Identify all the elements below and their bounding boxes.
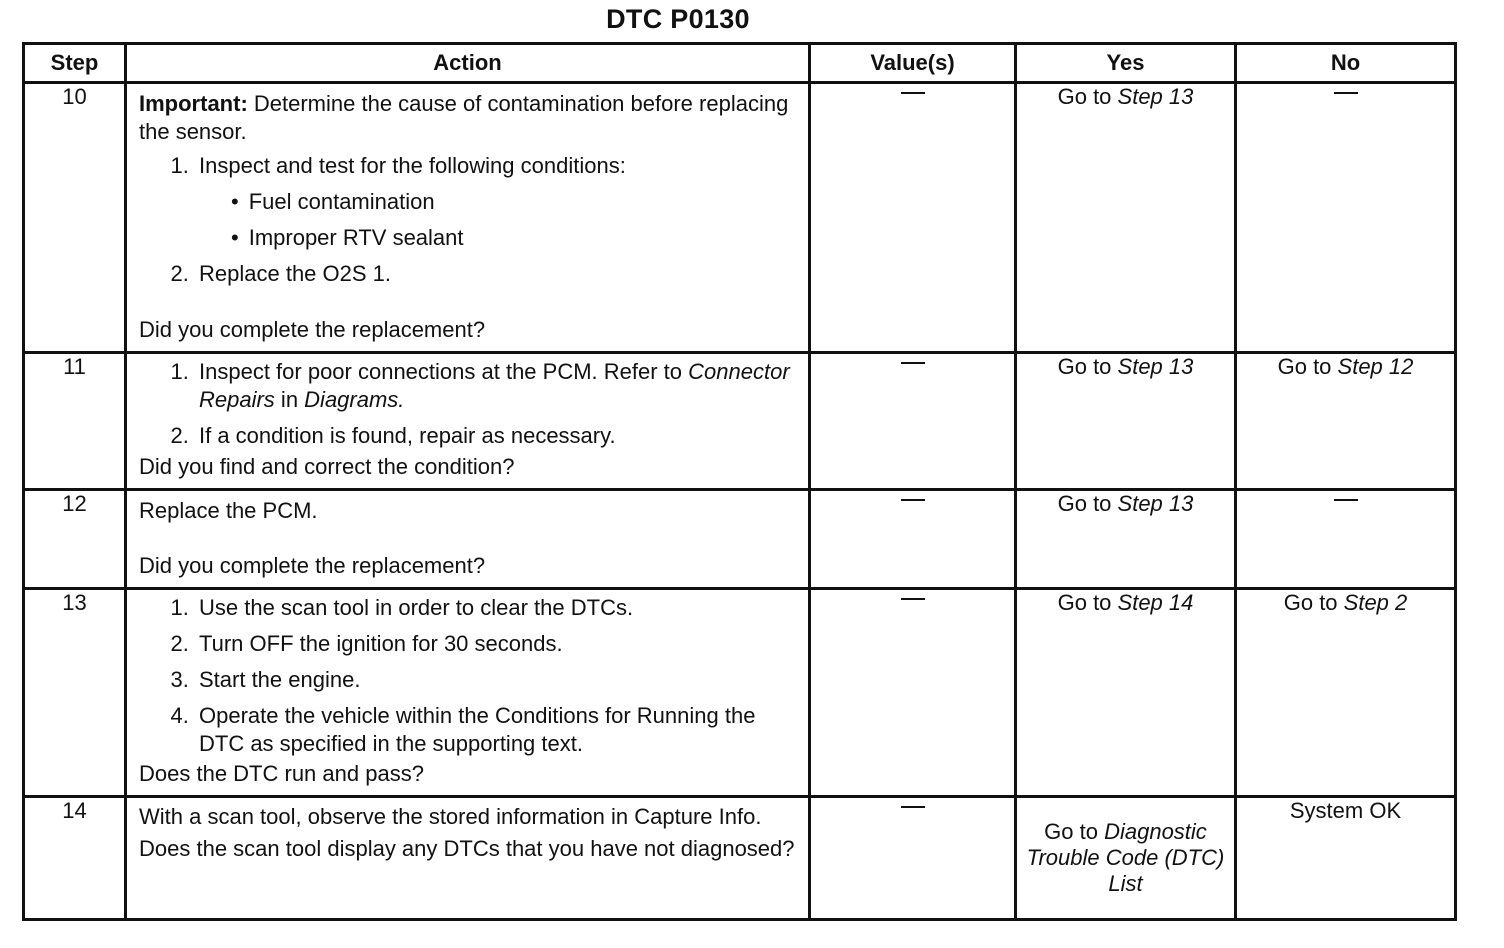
list-item-text: in xyxy=(274,387,305,412)
dash-mark xyxy=(901,598,925,600)
connector-repairs-link[interactable]: Connector Repairs xyxy=(199,359,790,412)
yes-step-link[interactable]: Step 13 xyxy=(1117,354,1194,379)
no-cell xyxy=(1236,83,1456,353)
list-item: 3. Start the engine. xyxy=(195,666,798,694)
values-cell xyxy=(810,490,1016,589)
list-item-text: Inspect for poor connections at the PCM. Refer to xyxy=(199,359,689,384)
action-list xyxy=(139,358,798,450)
list-item: 1. Use the scan tool in order to clear the DTCs. xyxy=(195,594,798,622)
header-step: Step xyxy=(24,44,126,83)
no-cell xyxy=(1236,490,1456,589)
dtc-list-link[interactable]: Diagnostic Trouble Code (DTC) List xyxy=(1026,819,1225,896)
no-step-link[interactable]: Step 2 xyxy=(1343,590,1408,615)
table-row xyxy=(24,353,1456,490)
header-action: Action xyxy=(126,44,810,83)
dash-mark xyxy=(1334,92,1358,94)
action-cell xyxy=(126,83,810,353)
action-cell xyxy=(126,797,810,920)
yes-prefix: Go to xyxy=(1057,491,1118,516)
step-number: 14 xyxy=(24,797,126,920)
action-cell xyxy=(126,490,810,589)
values-cell xyxy=(810,83,1016,353)
list-item: 2. If a condition is found, repair as necessary. xyxy=(195,422,798,450)
yes-cell xyxy=(1016,353,1236,490)
no-cell xyxy=(1236,589,1456,797)
step-number: 11 xyxy=(24,353,126,490)
step-number: 13 xyxy=(24,589,126,797)
bullet-item: • Improper RTV sealant xyxy=(227,224,798,252)
no-cell xyxy=(1236,797,1456,920)
header-no: No xyxy=(1236,44,1456,83)
step-number: 10 xyxy=(24,83,126,353)
question-text: Did you complete the replacement? xyxy=(139,553,486,578)
action-list xyxy=(139,152,798,296)
diagrams-link[interactable]: Diagrams. xyxy=(304,387,405,412)
list-item-text: Inspect and test for the following conditions: xyxy=(199,153,626,178)
list-item: 2. Turn OFF the ignition for 30 seconds. xyxy=(195,630,798,658)
header-row xyxy=(24,44,1456,83)
system-ok-text: System OK xyxy=(1289,798,1402,823)
important-note xyxy=(139,90,798,146)
header-values: Value(s) xyxy=(810,44,1016,83)
important-label: Important: xyxy=(139,91,248,116)
yes-prefix: Go to xyxy=(1044,819,1105,844)
step-number: 12 xyxy=(24,490,126,589)
yes-step-link[interactable]: Step 14 xyxy=(1117,590,1194,615)
important-text: Determine the cause of contamination before replacing the sensor. xyxy=(139,91,789,144)
values-cell xyxy=(810,353,1016,490)
dash-mark xyxy=(1334,499,1358,501)
yes-prefix: Go to xyxy=(1057,354,1118,379)
yes-cell xyxy=(1016,490,1236,589)
values-cell xyxy=(810,797,1016,920)
table-row xyxy=(24,797,1456,920)
bullet-list xyxy=(199,188,798,252)
question-text: Did you complete the replacement? xyxy=(139,317,486,342)
no-prefix: Go to xyxy=(1283,590,1344,615)
list-item xyxy=(195,152,798,252)
action-text: With a scan tool, observe the stored information in Capture Info. xyxy=(139,804,762,829)
bullet-item: • Fuel contamination xyxy=(227,188,798,216)
yes-step-link[interactable]: Step 13 xyxy=(1117,491,1194,516)
list-item: 2. Replace the O2S 1. xyxy=(195,260,798,288)
action-cell xyxy=(126,353,810,490)
no-cell xyxy=(1236,353,1456,490)
header-yes: Yes xyxy=(1016,44,1236,83)
yes-step-link[interactable]: Step 13 xyxy=(1117,84,1194,109)
list-item: 4. Operate the vehicle within the Conditions for Running the DTC as specified in the supporting text. xyxy=(195,702,798,758)
question-text: Did you find and correct the condition? xyxy=(139,454,515,479)
yes-cell xyxy=(1016,83,1236,353)
table-row xyxy=(24,83,1456,353)
dtc-table xyxy=(22,42,1457,921)
yes-prefix: Go to xyxy=(1057,590,1118,615)
action-text: Replace the PCM. xyxy=(139,498,318,523)
no-step-link[interactable]: Step 12 xyxy=(1337,354,1414,379)
yes-prefix: Go to xyxy=(1057,84,1118,109)
table-row xyxy=(24,589,1456,797)
action-cell xyxy=(126,589,810,797)
dash-mark xyxy=(901,92,925,94)
question-text: Does the scan tool display any DTCs that you have not diagnosed? xyxy=(139,836,795,861)
question-text: Does the DTC run and pass? xyxy=(139,761,424,786)
no-prefix: Go to xyxy=(1277,354,1338,379)
dash-mark xyxy=(901,362,925,364)
yes-cell xyxy=(1016,589,1236,797)
list-item xyxy=(195,358,798,414)
action-list xyxy=(139,594,798,758)
dash-mark xyxy=(901,499,925,501)
table-row xyxy=(24,490,1456,589)
page-title: DTC P0130 xyxy=(606,4,750,34)
values-cell xyxy=(810,589,1016,797)
dash-mark xyxy=(901,806,925,808)
yes-cell xyxy=(1016,797,1236,920)
